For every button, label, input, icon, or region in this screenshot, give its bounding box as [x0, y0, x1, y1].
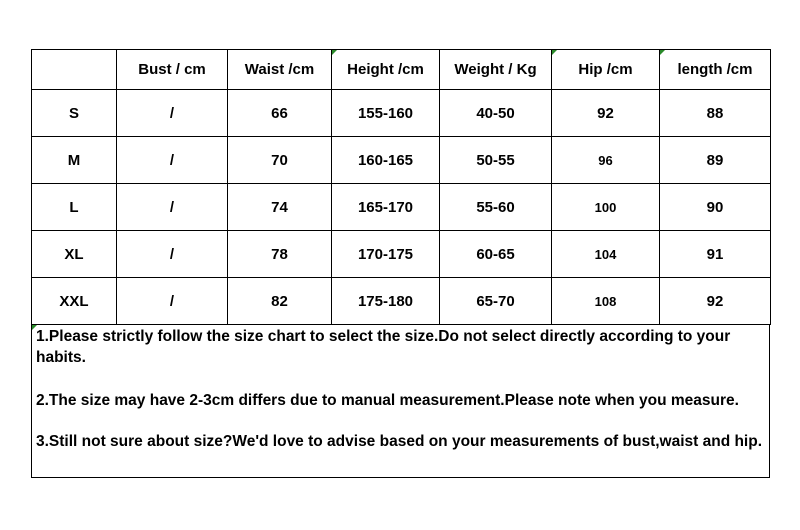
table-row	[32, 231, 771, 278]
cell-weight: 55-60	[440, 184, 552, 231]
cell-hip: 92	[552, 90, 660, 137]
cell-hip: 108	[552, 278, 660, 325]
table-row	[32, 137, 771, 184]
cell-bust: /	[117, 137, 228, 184]
cell-waist: 78	[228, 231, 332, 278]
header-cell-hip	[552, 50, 660, 90]
header-cell-waist: Waist /cm	[228, 50, 332, 90]
cell-size: XL	[32, 231, 117, 278]
table-row	[32, 278, 771, 325]
header-cell-weight: Weight / Kg	[440, 50, 552, 90]
cell-size: L	[32, 184, 117, 231]
cell-length: 90	[660, 184, 771, 231]
cell-bust: /	[117, 231, 228, 278]
size-table	[31, 49, 771, 325]
size-chart	[31, 49, 770, 478]
cell-marker	[552, 50, 557, 55]
header-cell-length	[660, 50, 771, 90]
cell-hip: 104	[552, 231, 660, 278]
cell-height: 170-175	[332, 231, 440, 278]
cell-waist: 82	[228, 278, 332, 325]
cell-hip: 96	[552, 137, 660, 184]
cell-marker	[660, 50, 665, 55]
notes-box	[31, 325, 770, 478]
header-cell-height	[332, 50, 440, 90]
cell-weight: 60-65	[440, 231, 552, 278]
table-header-row	[32, 50, 771, 90]
cell-size: XXL	[32, 278, 117, 325]
cell-bust: /	[117, 278, 228, 325]
note-1: 1.Please strictly follow the size chart to select the size.Do not select directly according to your habits.	[36, 328, 731, 366]
cell-bust: /	[117, 184, 228, 231]
cell-height: 175-180	[332, 278, 440, 325]
cell-weight: 40-50	[440, 90, 552, 137]
cell-waist: 66	[228, 90, 332, 137]
cell-height: 165-170	[332, 184, 440, 231]
table-row	[32, 90, 771, 137]
cell-weight: 65-70	[440, 278, 552, 325]
cell-bust: /	[117, 90, 228, 137]
note-3: 3.Still not sure about size?We'd love to advise based on your measurements of bust,waist and hip.	[36, 433, 763, 450]
cell-length: 89	[660, 137, 771, 184]
cell-length: 91	[660, 231, 771, 278]
cell-length: 92	[660, 278, 771, 325]
cell-length: 88	[660, 90, 771, 137]
cell-size: S	[32, 90, 117, 137]
note-2: 2.The size may have 2-3cm differs due to manual measurement.Please note when you measure.	[36, 392, 739, 409]
header-label-height: Height /cm	[347, 61, 424, 78]
cell-hip: 100	[552, 184, 660, 231]
header-cell-corner	[32, 50, 117, 90]
cell-size: M	[32, 137, 117, 184]
cell-height: 160-165	[332, 137, 440, 184]
cell-marker	[332, 50, 337, 55]
cell-waist: 70	[228, 137, 332, 184]
cell-height: 155-160	[332, 90, 440, 137]
cell-waist: 74	[228, 184, 332, 231]
header-label-length: length /cm	[677, 61, 753, 78]
header-label-hip: Hip /cm	[578, 61, 633, 78]
cell-weight: 50-55	[440, 137, 552, 184]
header-cell-bust: Bust / cm	[117, 50, 228, 90]
table-row	[32, 184, 771, 231]
